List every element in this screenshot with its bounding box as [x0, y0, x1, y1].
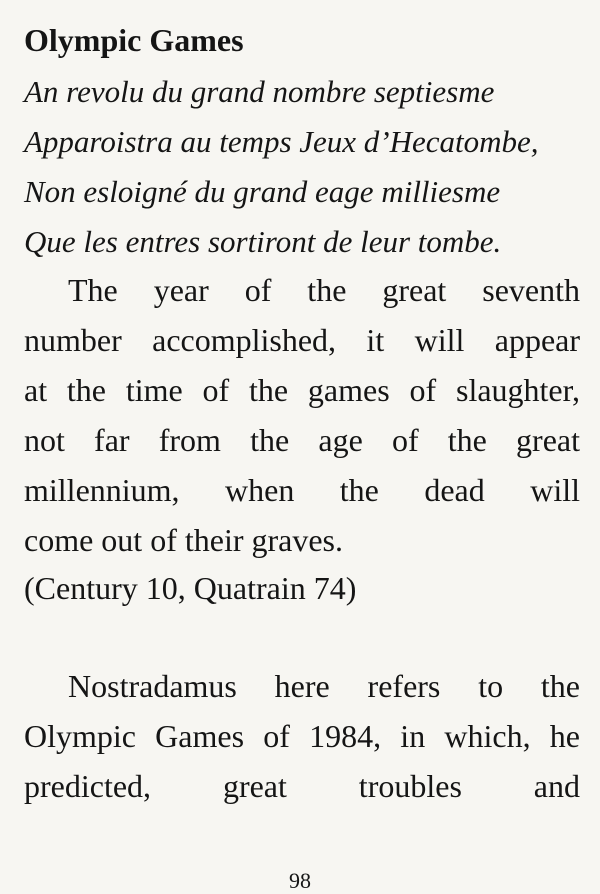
translation-line-3: at the time of the games of slaughter,: [24, 372, 580, 408]
page-number: 98: [289, 868, 311, 893]
verse-line-2: Apparoistra au temps Jeux d’Hecatombe,: [24, 124, 539, 159]
verse-line-1: An revolu du grand nombre septiesme: [24, 74, 495, 109]
translation-line-1: The year of the great seventh: [68, 272, 580, 308]
verse-line-4: Que les entres sortiront de leur tombe.: [24, 224, 502, 259]
commentary-line-2: Olympic Games of 1984, in which, he: [24, 718, 580, 754]
translation-line-2: number accomplished, it will appear: [24, 322, 580, 358]
citation: (Century 10, Quatrain 74): [24, 570, 357, 606]
translation-line-6: come out of their graves.: [24, 522, 343, 558]
commentary-line-3: predicted, great troubles and: [24, 768, 580, 804]
translation-line-5: millennium, when the dead will: [24, 472, 580, 508]
translation-line-4: not far from the age of the great: [24, 422, 580, 458]
verse-line-3: Non esloigné du grand eage milliesme: [24, 174, 501, 209]
commentary-line-1: Nostradamus here refers to the: [68, 668, 580, 704]
section-heading: Olympic Games: [24, 22, 244, 58]
